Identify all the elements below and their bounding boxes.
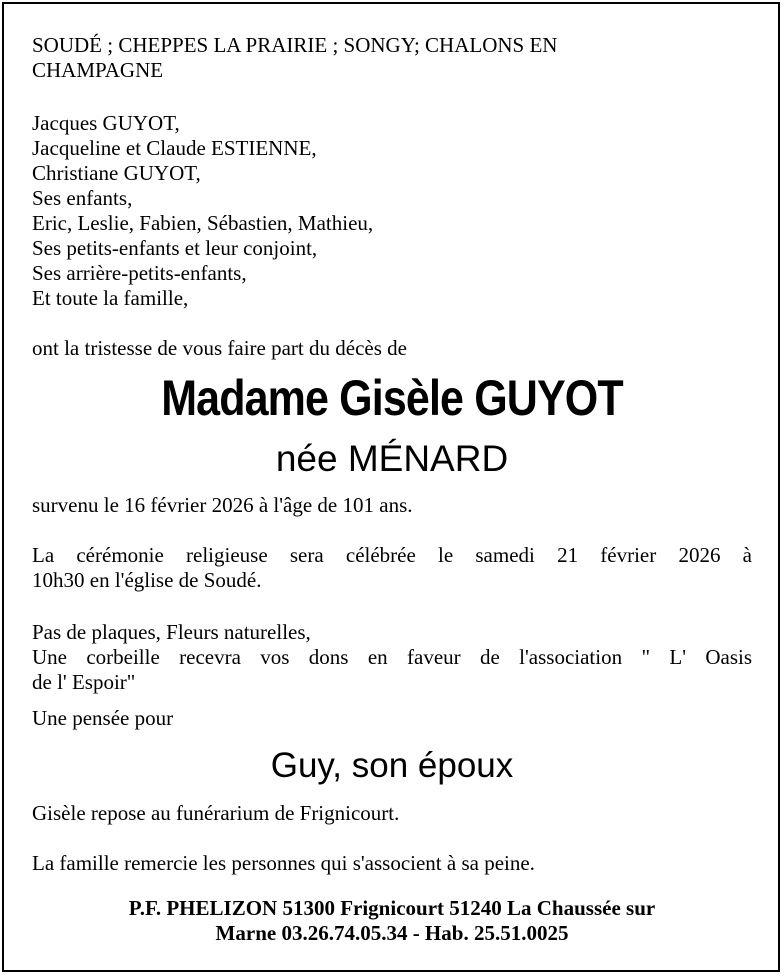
family-line: Jacques GUYOT, xyxy=(32,111,180,135)
family-line: Ses enfants, xyxy=(32,186,133,210)
ceremony-info xyxy=(32,543,752,593)
flowers-line-2: Une corbeille recevra vos dons en faveur de l'association " L' Oasis xyxy=(32,645,752,669)
family-line: Ses arrière-petits-enfants, xyxy=(32,261,247,285)
footer-line-2: Marne 03.26.74.05.34 - Hab. 25.51.0025 xyxy=(215,921,569,945)
footer-line-1: P.F. PHELIZON 51300 Frignicourt 51240 La Chaussée sur xyxy=(128,896,656,920)
thanks-text: La famille remercie les personnes qui s'associent à sa peine. xyxy=(32,851,535,875)
family-line: Eric, Leslie, Fabien, Sébastien, Mathieu, xyxy=(32,211,374,235)
announcement-text: ont la tristesse de vous faire part du décès de xyxy=(32,336,407,360)
rest-place: Gisèle repose au funérarium de Frignicourt. xyxy=(32,801,400,825)
family-line: Jacqueline et Claude ESTIENNE, xyxy=(32,136,317,160)
flowers-info xyxy=(32,620,752,695)
deceased-name: Madame Gisèle GUYOT xyxy=(161,370,623,426)
funeral-home-footer xyxy=(0,896,784,946)
family-list xyxy=(32,111,752,311)
maiden-name: née MÉNARD xyxy=(275,438,509,479)
places-line-2: CHAMPAGNE xyxy=(32,58,164,82)
family-line: Christiane GUYOT, xyxy=(32,161,201,185)
ceremony-line-2: 10h30 en l'église de Soudé. xyxy=(32,568,262,592)
death-info: survenu le 16 février 2026 à l'âge de 101 ans. xyxy=(32,493,413,517)
flowers-line-1: Pas de plaques, Fleurs naturelles, xyxy=(32,620,311,644)
places-header xyxy=(32,33,752,83)
thought-intro: Une pensée pour xyxy=(32,706,174,730)
family-line: Ses petits-enfants et leur conjoint, xyxy=(32,236,318,260)
spouse-name: Guy, son époux xyxy=(270,746,514,785)
flowers-line-3: de l' Espoir" xyxy=(32,670,136,694)
places-line-1: SOUDÉ ; CHEPPES LA PRAIRIE ; SONGY; CHALONS EN xyxy=(32,33,558,57)
ceremony-line-1: La cérémonie religieuse sera célébrée le samedi 21 février 2026 à xyxy=(32,543,752,567)
family-line: Et toute la famille, xyxy=(32,286,189,310)
